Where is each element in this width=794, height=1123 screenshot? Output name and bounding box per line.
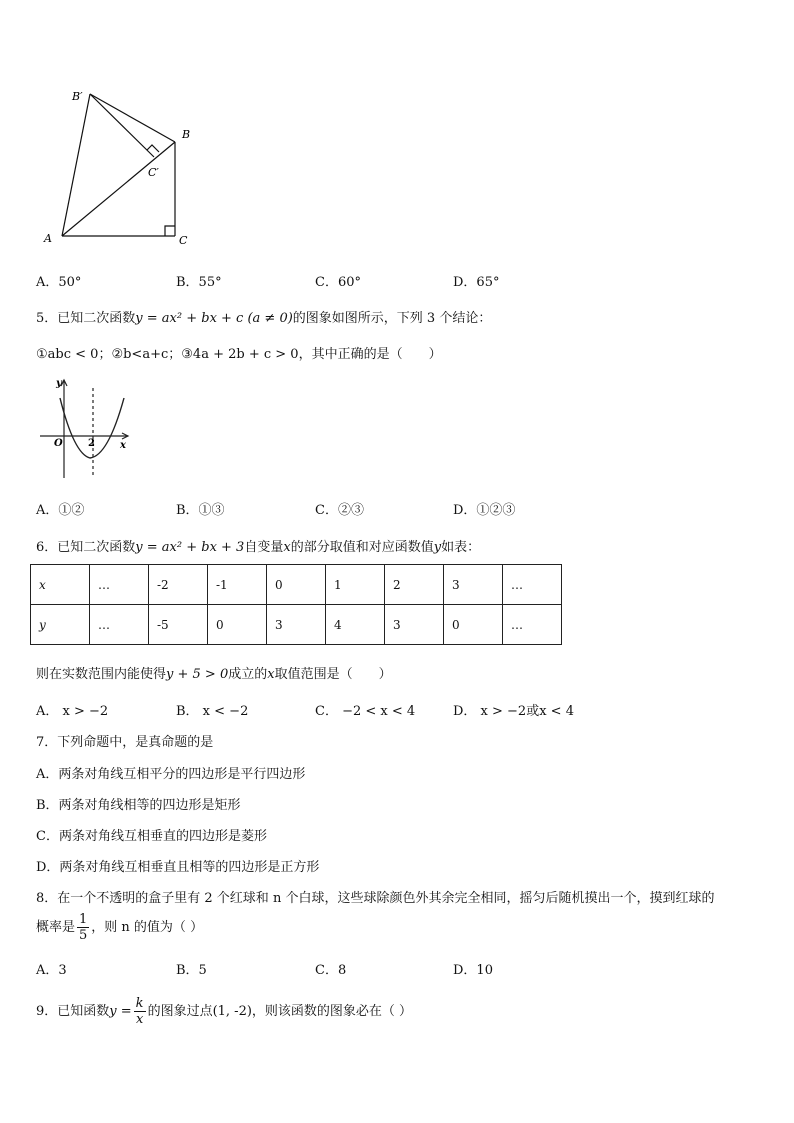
q6-prompt-2: 成立的 bbox=[228, 667, 268, 682]
graph-label-y: y bbox=[56, 378, 62, 389]
q8-text-a: 概率是 bbox=[36, 920, 76, 935]
q4-option-c: C．60° bbox=[315, 275, 361, 290]
q5-conclusions bbox=[36, 343, 442, 362]
q6-prompt-1: 则在实数范围内能使得 bbox=[36, 667, 167, 682]
q6-text4: 如表： bbox=[441, 540, 481, 555]
table-cell: -1 bbox=[208, 565, 267, 605]
q8-option-a: A．3 bbox=[36, 963, 67, 978]
q4-option-a: A．50° bbox=[36, 275, 82, 290]
table-cell: -5 bbox=[149, 605, 208, 645]
table-cell: x bbox=[31, 565, 90, 605]
q9-frac-num: k bbox=[135, 996, 144, 1011]
table-cell: 4 bbox=[326, 605, 385, 645]
label-a: A bbox=[44, 232, 52, 245]
q7-option-a: A．两条对角线互相平分的四边形是平行四边形 bbox=[36, 767, 306, 782]
q4-option-b: B．55° bbox=[176, 275, 222, 290]
label-c: C bbox=[179, 234, 188, 247]
q6-text1: 已知二次函数 bbox=[57, 540, 136, 555]
parabola-graph bbox=[36, 374, 132, 482]
q8-option-b: B．5 bbox=[176, 963, 207, 978]
q8-text-b: ，则 n 的值为（ ） bbox=[91, 920, 204, 935]
q7-stem: 7．下列命题中，是真命题的是 bbox=[36, 735, 214, 750]
q8-option-d: D．10 bbox=[453, 963, 493, 978]
q6-option-a: A． x > −2 bbox=[36, 704, 109, 719]
table-cell: 3 bbox=[444, 565, 503, 605]
q6-text3: 的部分取值和对应函数值 bbox=[290, 540, 434, 555]
q9-point: (1, -2) bbox=[212, 1004, 252, 1019]
q5-option-a: A．①② bbox=[36, 503, 85, 518]
table-cell: 3 bbox=[267, 605, 326, 645]
label-b: B bbox=[182, 128, 191, 141]
q5-equation: y = ax² + bx + c (a ≠ 0) bbox=[135, 311, 293, 326]
q5-conclusion-1: ①abc < 0 bbox=[36, 347, 99, 362]
q5-text1: 已知二次函数 bbox=[57, 311, 136, 326]
q7-option-c: C．两条对角线互相垂直的四边形是菱形 bbox=[36, 829, 267, 844]
q9-frac-den: x bbox=[135, 1012, 144, 1027]
q7-option-d: D．两条对角线互相垂直且相等的四边形是正方形 bbox=[36, 860, 320, 875]
q8-frac-num: 1 bbox=[79, 912, 88, 927]
table-cell: y bbox=[31, 605, 90, 645]
q6-var-y: y bbox=[433, 540, 442, 555]
q4-option-d: D．65° bbox=[453, 275, 500, 290]
values-table bbox=[30, 564, 562, 645]
table-cell: -2 bbox=[149, 565, 208, 605]
q9-stem bbox=[36, 996, 412, 1027]
q5-conclusion-3: ③4a + 2b + c > 0 bbox=[181, 347, 299, 362]
table-cell: 3 bbox=[385, 605, 444, 645]
q6-option-b: B． x < −2 bbox=[176, 704, 249, 719]
q6-option-c: C． −2 < x < 4 bbox=[315, 704, 416, 719]
q5-option-c: C．②③ bbox=[315, 503, 364, 518]
q9-y: y = bbox=[109, 1004, 132, 1019]
q6-prompt bbox=[36, 663, 392, 682]
label-c-prime: C′ bbox=[148, 166, 159, 179]
table-row-y bbox=[31, 605, 562, 645]
q8-fraction bbox=[77, 912, 89, 943]
q9-text3: ，则该函数的图象必在（ ） bbox=[251, 1004, 413, 1019]
table-cell: 2 bbox=[385, 565, 444, 605]
graph-label-x: x bbox=[120, 440, 126, 451]
label-b-prime: B′ bbox=[72, 90, 83, 103]
q8-stem-line2 bbox=[36, 912, 203, 943]
q6-number: 6． bbox=[36, 540, 58, 555]
q5-conclusion-2: ②b<a+c bbox=[111, 347, 169, 362]
q6-var-x: x bbox=[283, 540, 291, 555]
q6-prompt-eq: y + 5 > 0 bbox=[166, 667, 229, 682]
q5-stem bbox=[36, 307, 491, 326]
q5-option-b: B．①③ bbox=[176, 503, 225, 518]
q6-prompt-3: 取值范围是（ ） bbox=[274, 667, 392, 682]
q7-option-b: B．两条对角线相等的四边形是矩形 bbox=[36, 798, 241, 813]
q5-tail: ，其中正确的是（ ） bbox=[298, 347, 442, 362]
q5-text2: 的图象如图所示，下列 3 个结论： bbox=[292, 311, 492, 326]
q9-fraction bbox=[134, 996, 146, 1027]
table-cell: 1 bbox=[326, 565, 385, 605]
q5-sep-2: ； bbox=[168, 347, 182, 362]
table-cell: 0 bbox=[267, 565, 326, 605]
table-cell: … bbox=[90, 565, 149, 605]
table-cell: … bbox=[90, 605, 149, 645]
q9-number: 9． bbox=[36, 1004, 58, 1019]
q8-frac-den: 5 bbox=[79, 928, 88, 943]
q6-text2: 自变量 bbox=[244, 540, 284, 555]
graph-label-2: 2 bbox=[88, 438, 95, 449]
q9-text1: 已知函数 bbox=[57, 1004, 110, 1019]
table-cell: 0 bbox=[208, 605, 267, 645]
q6-equation: y = ax² + bx + 3 bbox=[135, 540, 245, 555]
table-row-x bbox=[31, 565, 562, 605]
q6-stem bbox=[36, 536, 480, 555]
q8-option-c: C．8 bbox=[315, 963, 347, 978]
q8-stem-line1: 8．在一个不透明的盒子里有 2 个红球和 n 个白球，这些球除颜色外其余完全相同，摇匀后随机摸出一个，摸到红球的 bbox=[36, 891, 715, 906]
q5-option-d: D．①②③ bbox=[453, 503, 516, 518]
triangle-figure bbox=[36, 86, 206, 256]
graph-label-o: O bbox=[54, 438, 63, 449]
q6-option-d: D． x > −2或x < 4 bbox=[453, 704, 574, 719]
q9-text2: 的图象过点 bbox=[147, 1004, 213, 1019]
q5-sep-1: ； bbox=[98, 347, 112, 362]
q6-prompt-var: x bbox=[267, 667, 275, 682]
table-cell: 0 bbox=[444, 605, 503, 645]
q5-number: 5． bbox=[36, 311, 58, 326]
table-cell: … bbox=[503, 605, 562, 645]
table-cell: … bbox=[503, 565, 562, 605]
